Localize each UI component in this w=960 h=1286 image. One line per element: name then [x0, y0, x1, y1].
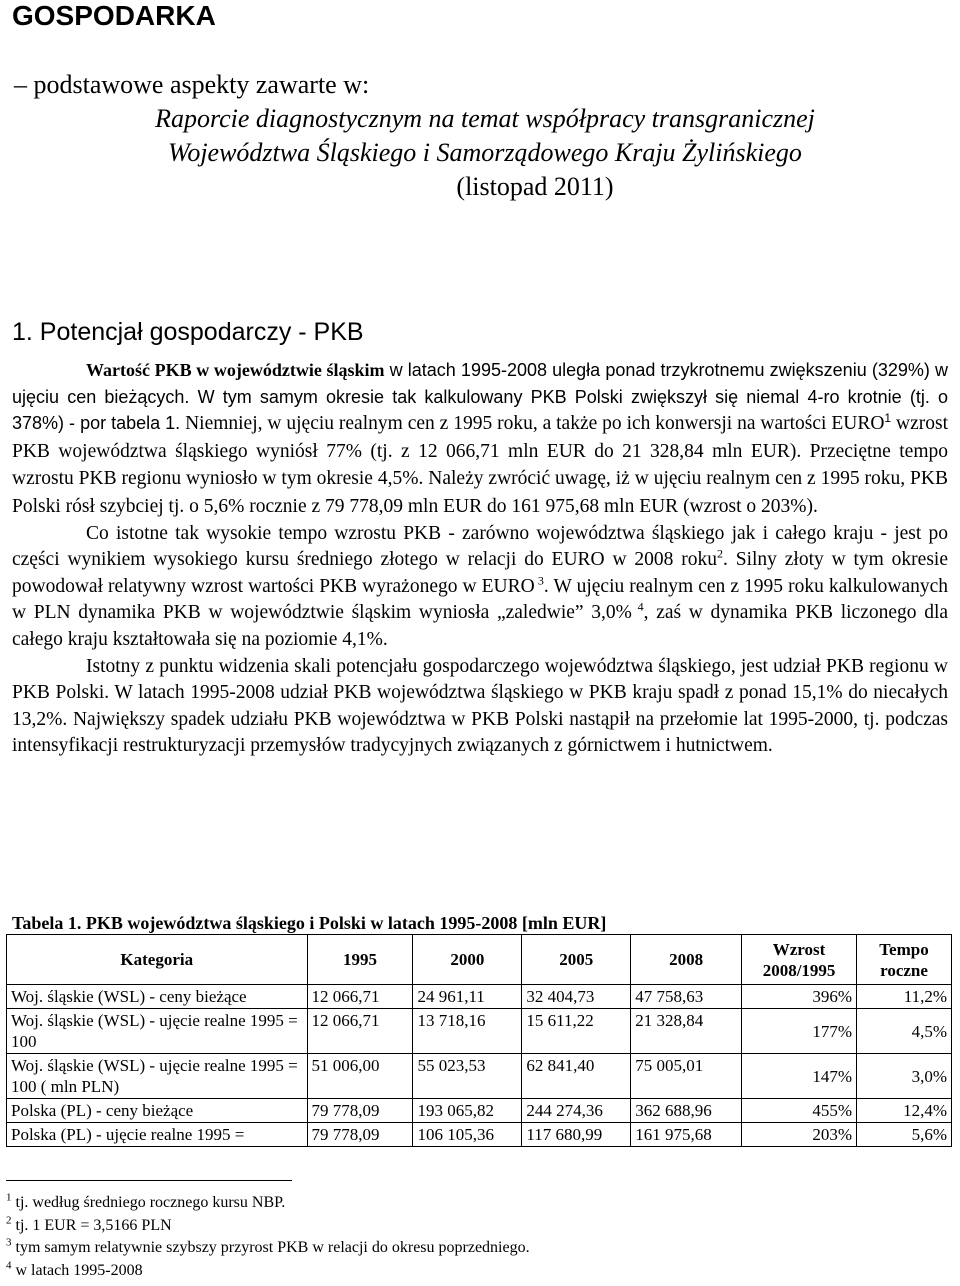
table-row	[7, 1099, 952, 1123]
table-cell-rate: 4,5%	[857, 1009, 952, 1054]
table-header-2008: 2008	[631, 935, 742, 985]
table-cell-growth: 203%	[742, 1123, 857, 1147]
paragraph-2-b: . Silny złoty w tym okresie powodował relatywny wzrost wartości PKB wyrażonego w EURO	[12, 549, 948, 597]
table-header-rate: Tempo roczne	[857, 935, 952, 985]
footnote-mark: 2	[6, 1214, 12, 1227]
table-cell-2000: 193 065,82	[413, 1099, 522, 1123]
table-cell-2000: 55 023,53	[413, 1054, 522, 1099]
table-cell-2000: 13 718,16	[413, 1009, 522, 1054]
paragraph-1-b: Niemniej, w ujęciu realnym cen z 1995 roku, a także po ich konwersji na wartości EURO	[180, 413, 885, 435]
table-cell-2008: 161 975,68	[631, 1123, 742, 1147]
subtitle	[12, 68, 958, 204]
section-heading: 1. Potencjał gospodarczy - PKB	[12, 318, 364, 346]
paragraph-2-c: . W ujęciu realnym cen z 1995 roku kalkulowanych w PLN dynamika PKB w województwie śląskim wyniosła „zaledwie” 3,0%	[12, 575, 949, 624]
table-cell-1995: 12 066,71	[307, 985, 413, 1009]
table-cell-rate: 11,2%	[857, 985, 952, 1009]
table-header-2005: 2005	[522, 935, 631, 985]
footnote-3	[6, 1237, 530, 1260]
footnote-ref-4: 4	[631, 599, 644, 614]
table-cell-label: Woj. śląskie (WSL) - ceny bieżące	[7, 985, 308, 1009]
table-cell-2005: 244 274,36	[522, 1099, 631, 1123]
footnotes	[6, 1192, 530, 1282]
table-header-2000: 2000	[413, 935, 522, 985]
table-cell-2008: 21 328,84	[631, 1009, 742, 1054]
table-cell-2008: 75 005,01	[631, 1054, 742, 1099]
paragraph-1-a: w latach 1995-2008 uległa ponad trzykrotnemu zwiększeniu (329%) w ujęciu cen bieżących. W tym samym okresie tak kalkulowany PKB Polski zwiększył się niemal 4-ro krotnie (tj. o 378%) - por tabela 1.	[12, 360, 948, 434]
paragraph-1	[12, 357, 948, 521]
paragraph-2-d: , zaś w dynamika PKB liczonego dla całego kraju kształtowała się na poziomie 4,1%.	[12, 602, 949, 650]
table-header-row	[7, 935, 952, 985]
footnote-mark: 3	[6, 1236, 12, 1249]
table-cell-label: Woj. śląskie (WSL) - ujęcie realne 1995 = 100 ( mln PLN)	[7, 1054, 308, 1099]
table-cell-2000: 106 105,36	[413, 1123, 522, 1147]
footnote-ref-2: 2	[717, 546, 723, 561]
table-cell-1995: 79 778,09	[307, 1123, 413, 1147]
footnote-mark: 1	[6, 1191, 12, 1204]
table-cell-growth: 396%	[742, 985, 857, 1009]
table-caption: Tabela 1. PKB województwa śląskiego i Polski w latach 1995-2008 [mln EUR]	[12, 913, 607, 933]
table-cell-2005: 32 404,73	[522, 985, 631, 1009]
pkb-table	[6, 934, 952, 1147]
footnote-ref-1: 1	[884, 411, 892, 426]
footnote-mark: 4	[6, 1259, 12, 1272]
table-header-growth: Wzrost 2008/1995	[742, 935, 857, 985]
footnote-1	[6, 1192, 530, 1215]
table-row	[7, 1123, 952, 1147]
table-cell-2005: 117 680,99	[522, 1123, 631, 1147]
table-cell-growth: 455%	[742, 1099, 857, 1123]
footnote-divider	[6, 1180, 292, 1181]
table-cell-label: Polska (PL) - ujęcie realne 1995 =	[7, 1123, 308, 1147]
table-cell-1995: 12 066,71	[307, 1009, 413, 1054]
table-row	[7, 1054, 952, 1099]
footnote-4	[6, 1260, 530, 1283]
subtitle-intro: – podstawowe aspekty zawarte w:	[14, 70, 370, 99]
footnote-text: w latach 1995-2008	[11, 1261, 143, 1279]
footnote-text: tj. 1 EUR = 3,5166 PLN	[11, 1216, 172, 1234]
body-text	[12, 357, 948, 760]
table-cell-2005: 62 841,40	[522, 1054, 631, 1099]
table-cell-rate: 3,0%	[857, 1054, 952, 1099]
footnote-text: tj. według średniego rocznego kursu NBP.	[11, 1194, 286, 1211]
footnote-ref-3: 3	[534, 573, 544, 588]
table-cell-2000: 24 961,11	[413, 985, 522, 1009]
footnote-2	[6, 1215, 530, 1238]
table-cell-2008: 47 758,63	[631, 985, 742, 1009]
paragraph-2	[12, 521, 948, 654]
footnote-text: tym samym relatywnie szybszy przyrost PKB w relacji do okresu poprzedniego.	[11, 1239, 530, 1256]
subtitle-report-line2: Województwa Śląskiego i Samorządowego Kraju Żylińskiego	[168, 138, 802, 167]
table-row	[7, 1009, 952, 1054]
page-title: GOSPODARKA	[12, 0, 216, 31]
table-cell-1995: 51 006,00	[307, 1054, 413, 1099]
paragraph-1-bold: Wartość PKB w województwie śląskim	[86, 360, 385, 380]
table-cell-growth: 177%	[742, 1009, 857, 1054]
table-header-1995: 1995	[307, 935, 413, 985]
table-cell-2008: 362 688,96	[631, 1099, 742, 1123]
table-cell-rate: 12,4%	[857, 1099, 952, 1123]
table-cell-label: Woj. śląskie (WSL) - ujęcie realne 1995 = 100	[7, 1009, 308, 1054]
table-cell-rate: 5,6%	[857, 1123, 952, 1147]
table-cell-growth: 147%	[742, 1054, 857, 1099]
table-row	[7, 985, 952, 1009]
paragraph-1-c: wzrost PKB województwa śląskiego wyniósł 77% (tj. z 12 066,71 mln EUR do 21 328,84 mln EUR). Przeciętne tempo wzrostu PKB regionu wyniosło w tym okresie 4,5%. Należy zwrócić uwagę, iż w ujęciu realnym cen z 1995 roku, PKB Polski rósł szybciej tj. o 5,6% rocznie z 79 778,09 mln EUR do 161 975,68 mln EUR (wzrost o 203%).	[12, 413, 948, 517]
table-header-category: Kategoria	[7, 935, 308, 985]
subtitle-date: (listopad 2011)	[456, 172, 614, 201]
table-cell-label: Polska (PL) - ceny bieżące	[7, 1099, 308, 1123]
paragraph-3: Istotny z punktu widzenia skali potencjału gospodarczego województwa śląskiego, jest udział PKB regionu w PKB Polski. W latach 1995-2008 udział PKB województwa śląskiego w PKB kraju spadł z ponad 15,1% do niecałych 13,2%. Największy spadek udziału PKB województwa w PKB Polski nastąpił na przełomie lat 1995-2000, tj. podczas intensyfikacji restrukturyzacji przemysłów tradycyjnych związanych z górnictwem i hutnictwem.	[12, 655, 948, 757]
paragraph-2-a: Co istotne tak wysokie tempo wzrostu PKB - zarówno województwa śląskiego jak i całego kraju - jest po części wynikiem wysokiego kursu średniego złotego w relacji do EURO w 2008 roku	[12, 522, 948, 571]
table-cell-1995: 79 778,09	[307, 1099, 413, 1123]
table-cell-2005: 15 611,22	[522, 1009, 631, 1054]
subtitle-report-line1: Raporcie diagnostycznym na temat współpracy transgranicznej	[155, 104, 815, 133]
